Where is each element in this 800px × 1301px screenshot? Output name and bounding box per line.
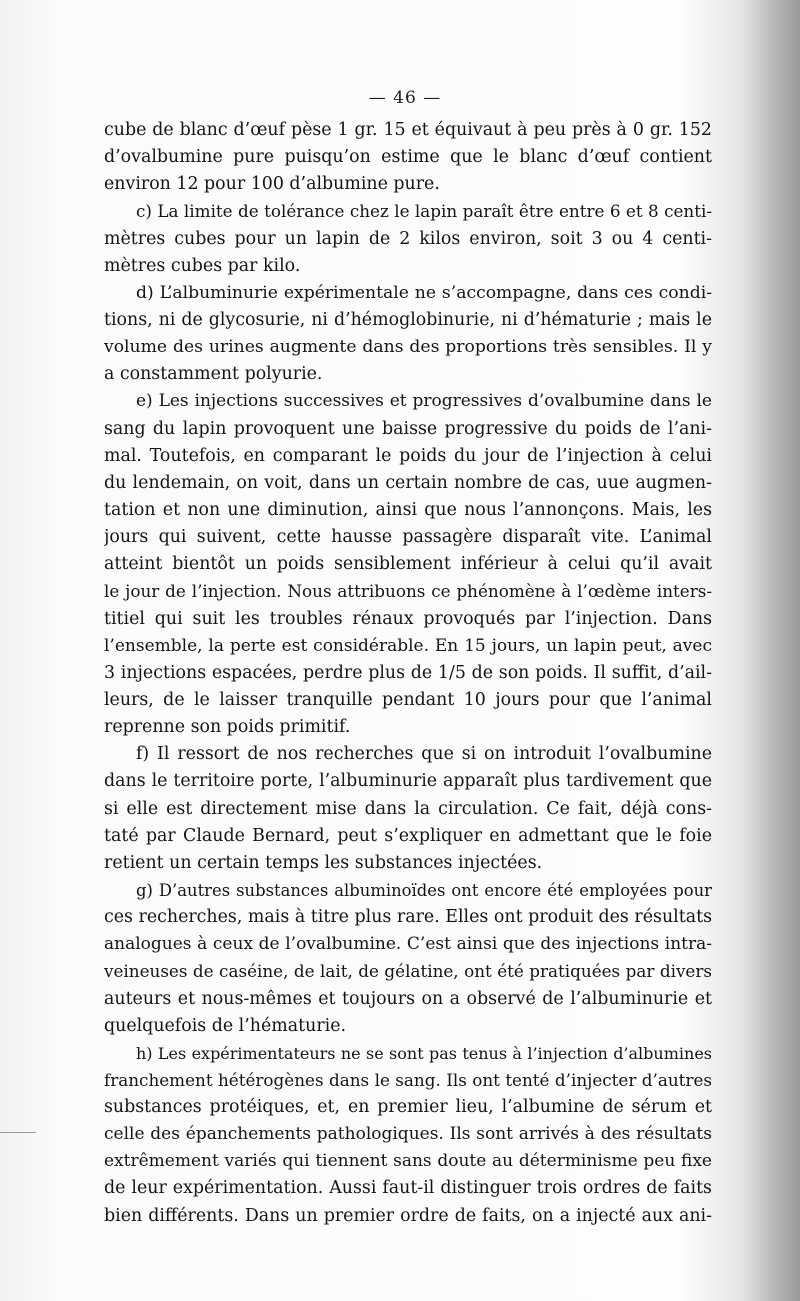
margin-rule <box>0 1132 36 1133</box>
text-line: jours qui suivent, cette hausse passagère disparaît vite. L’animal <box>104 527 712 548</box>
body-text <box>104 117 712 1230</box>
text-line: dans le territoire porte, l’albuminurie apparaît plus tardivement que <box>104 771 712 792</box>
text-line: tation et non une diminution, ainsi que nous l’annonçons. Mais, les <box>104 499 712 520</box>
text-line: analogues à ceux de l’ovalbumine. C’est ainsi que des injections intra- <box>104 934 712 955</box>
text-line: celle des épanchements pathologiques. Ils sont arrivés à des résultats <box>104 1124 712 1145</box>
text-line: mètres cubes par kilo. <box>104 255 301 276</box>
text-line: retient un certain temps les substances injectées. <box>104 852 543 873</box>
text-line: a constamment polyurie. <box>104 364 323 385</box>
text-line: quelquefois de l’hématurie. <box>104 1015 347 1036</box>
text-line: l’ensemble, la perte est considérable. En 15 jours, un lapin peut, avec <box>104 635 712 656</box>
text-line: 3 injections espacées, perdre plus de 1/5 de son poids. Il suffit, d’ail- <box>104 662 712 683</box>
text-line: h) Les expérimentateurs ne se sont pas tenus à l’injection d’albumines <box>136 1043 712 1063</box>
text-line: sang du lapin provoquent une baisse progressive du poids de l’ani- <box>104 418 712 439</box>
text-line: f) Il ressort de nos recherches que si on introduit l’ovalbumine <box>136 744 712 765</box>
text-line: d) L’albuminurie expérimentale ne s’accompagne, dans ces condi- <box>136 282 712 303</box>
text-line: leurs, de le laisser tranquille pendant 10 jours pour que l’animal <box>104 689 712 710</box>
text-line: environ 12 pour 100 d’albumine pure. <box>104 174 440 195</box>
text-line: auteurs et nous-mêmes et toujours on a observé de l’albuminurie et <box>104 988 712 1009</box>
text-line: taté par Claude Bernard, peut s’expliquer en admettant que le foie <box>104 825 712 846</box>
text-line: bien différents. Dans un premier ordre de faits, on a injecté aux ani- <box>104 1205 712 1226</box>
text-line: titiel qui suit les troubles rénaux provoqués par l’injection. Dans <box>104 608 712 629</box>
text-line: extrêmement variés qui tiennent sans doute au déterminisme peu fixe <box>104 1151 712 1172</box>
text-line: cube de blanc d’œuf pèse 1 gr. 15 et équivaut à peu près à 0 gr. 152 <box>104 120 712 140</box>
text-line: reprenne son poids primitif. <box>104 717 351 738</box>
text-line: d’ovalbumine pure puisqu’on estime que le blanc d’œuf contient <box>104 147 712 168</box>
text-line: e) Les injections successives et progressives d’ovalbumine dans le <box>136 391 712 412</box>
text-line: c) La limite de tolérance chez le lapin paraît être entre 6 et 8 centi- <box>136 201 712 222</box>
text-line: franchement hétérogènes dans le sang. Ils ont tenté d’injecter d’autres <box>104 1069 712 1090</box>
text-line: mètres cubes pour un lapin de 2 kilos environ, soit 3 ou 4 centi- <box>104 228 712 249</box>
text-line: veineuses de caséine, de lait, de gélatine, ont été pratiquées par divers <box>104 961 712 982</box>
text-line: volume des urines augmente dans des proportions très sensibles. Il y <box>104 337 712 358</box>
text-line: du lendemain, on voit, dans un certain nombre de cas, uue augmen- <box>104 472 712 493</box>
text-line: g) D’autres substances albuminoïdes ont encore été employées pour <box>136 880 712 900</box>
text-line: si elle est directement mise dans la circulation. Ce fait, déjà cons- <box>104 798 712 819</box>
text-line: atteint bientôt un poids sensiblement inférieur à celui qu’il avait <box>104 554 712 575</box>
text-line: ces recherches, mais à titre plus rare. Elles ont produit des résultats <box>104 907 712 928</box>
text-line: de leur expérimentation. Aussi faut-il distinguer trois ordres de faits <box>104 1178 712 1199</box>
text-line: mal. Toutefois, en comparant le poids du jour de l’injection à celui <box>104 445 712 466</box>
page-number: — 46 — <box>368 88 442 108</box>
text-line: tions, ni de glycosurie, ni d’hémoglobinurie, ni d’hématurie ; mais le <box>104 309 712 330</box>
text-line: le jour de l’injection. Nous attribuons ce phénomène à l’œdème inters- <box>104 581 712 602</box>
text-line: substances protéiques, et, en premier lieu, l’albumine de sérum et <box>104 1097 712 1118</box>
